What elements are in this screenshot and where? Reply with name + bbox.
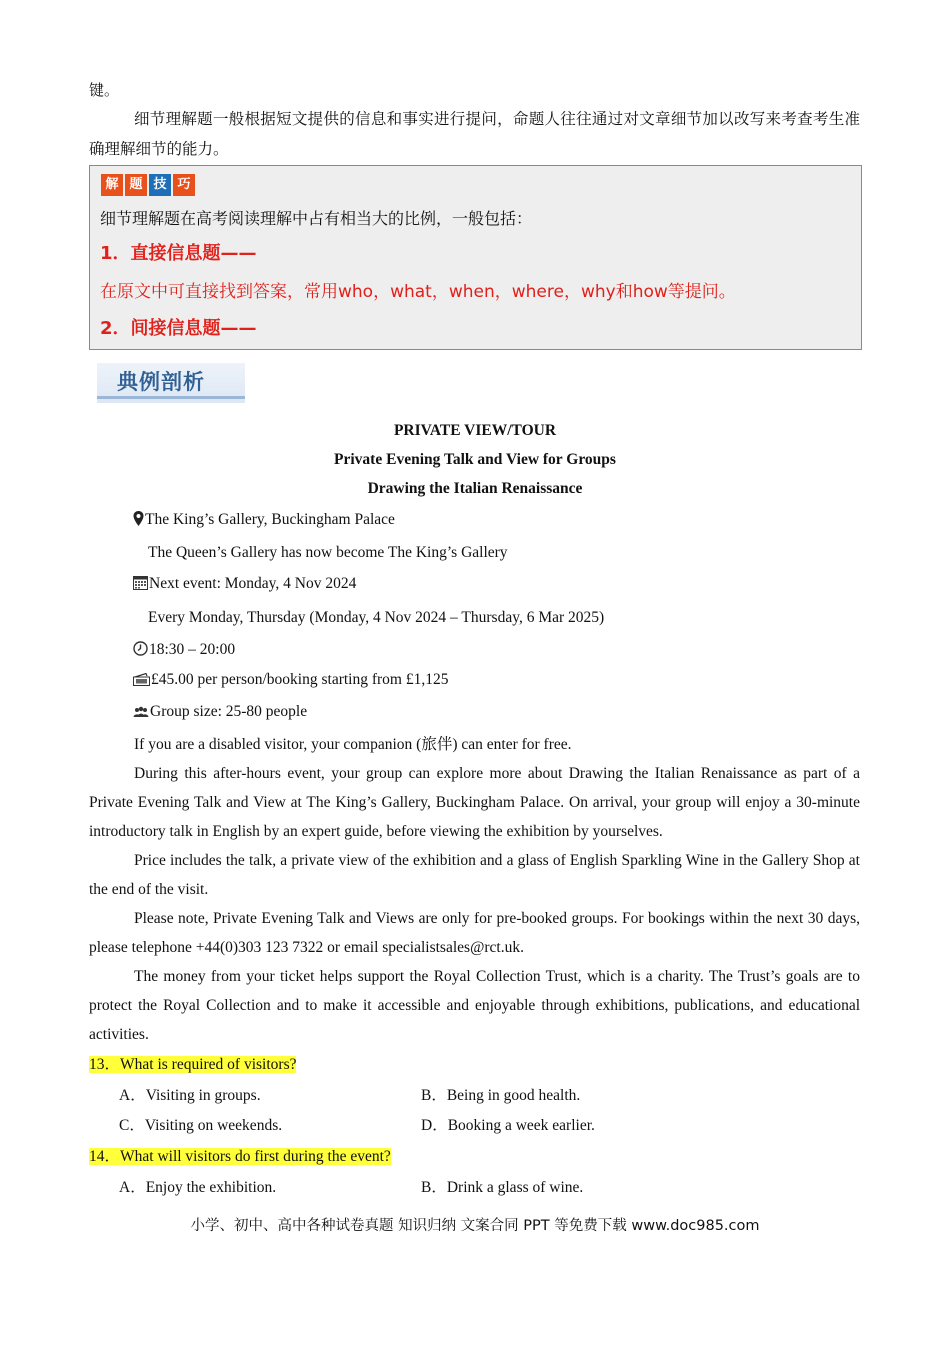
next-event-line — [133, 574, 356, 594]
page-footer: 小学、初中、高中各种试卷真题 知识归纳 文案合同 PPT 等免费下载 www.doc985.com — [190, 1218, 760, 1234]
question-13-text: 13．What is required of visitors? — [89, 1056, 297, 1073]
schedule-line: Every Monday, Thursday (Monday, 4 Nov 2024 – Thursday, 6 Mar 2025) — [148, 609, 605, 626]
tag-ti: 题 — [125, 174, 147, 196]
question-14 — [89, 1147, 391, 1167]
location-line — [133, 510, 395, 530]
tag-ji: 技 — [149, 174, 171, 196]
banner-underline — [97, 396, 245, 399]
intro-paragraph: 细节理解题一般根据短文提供的信息和事实进行提问，命题人往往通过对文章细节加以改写来考查考生准确理解细节的能力。 — [89, 110, 860, 158]
q13-option-a[interactable]: A．Visiting in groups. — [119, 1087, 261, 1104]
q13-option-b[interactable]: B．Being in good health. — [421, 1087, 581, 1104]
price-line — [133, 670, 448, 690]
q14-option-b[interactable]: B．Drink a glass of wine. — [421, 1179, 584, 1196]
article-title-3: Drawing the Italian Renaissance — [367, 480, 583, 497]
article-paragraph-1: During this after-hours event, your group can explore more about Drawing the Italian Renaissance as part of a Private Evening Talk and View at The King’s Gallery, Buckingham Palace. On arrival, your group will enjoy a 30-minute introductory talk in English by an expert guide, before viewing the exhibition by yourselves. — [89, 765, 860, 840]
section-banner-text: 典例剖析 — [117, 370, 205, 394]
q14-option-a[interactable]: A．Enjoy the exhibition. — [119, 1179, 277, 1196]
q13-option-d[interactable]: D．Booking a week earlier. — [421, 1117, 595, 1134]
article-paragraph-3: Please note, Private Evening Talk and Views are only for pre-booked groups. For bookings within the next 30 days, please telephone +44(0)303 123 7322 or email specialistsales@rct.uk. — [89, 910, 860, 956]
question-13 — [89, 1055, 296, 1075]
clock-icon — [133, 641, 148, 656]
tips-lead: 细节理解题在高考阅读理解中占有相当大的比例，一般包括： — [100, 209, 533, 228]
tips-item1-title: 1．直接信息题—— — [100, 243, 257, 264]
article-title-2: Private Evening Talk and View for Groups — [334, 451, 616, 468]
time-line — [133, 640, 235, 660]
price-text: £45.00 per person/booking starting from £1,125 — [151, 671, 449, 688]
location-note: The Queen’s Gallery has now become The King’s Gallery — [148, 544, 508, 561]
ticket-icon — [133, 673, 150, 686]
next-event-text: Next event: Monday, 4 Nov 2024 — [149, 575, 357, 592]
q13-option-c[interactable]: C．Visiting on weekends. — [119, 1117, 283, 1134]
section-banner — [97, 363, 245, 403]
disabled-note: If you are a disabled visitor, your companion (旅伴) can enter for free. — [134, 736, 572, 753]
question-14-text: 14．What will visitors do first during the event? — [89, 1148, 391, 1165]
tips-item2-title: 2．间接信息题—— — [100, 318, 257, 339]
people-icon — [133, 706, 149, 718]
calendar-icon — [133, 576, 148, 590]
group-size-text: Group size: 25-80 people — [150, 703, 308, 720]
map-pin-icon — [133, 511, 144, 526]
tips-item1-body: 在原文中可直接找到答案，常用who，what，when，where，why和how等提问。 — [100, 282, 736, 302]
location-text: The King’s Gallery, Buckingham Palace — [145, 511, 395, 528]
article-paragraph-4: The money from your ticket helps support the Royal Collection Trust, which is a charity. The Trust’s goals are to protect the Royal Collection and to make it accessible and enjoyable through exhibitions, publications, and educational activities. — [89, 968, 860, 1043]
intro-continuation: 键。 — [89, 81, 120, 99]
group-size-line — [133, 702, 307, 722]
time-text: 18:30 – 20:00 — [149, 641, 236, 658]
article-paragraph-2: Price includes the talk, a private view of the exhibition and a glass of English Sparkling Wine in the Gallery Shop at the end of the visit. — [89, 852, 860, 898]
tag-jie: 解 — [101, 174, 123, 196]
article-title-1: PRIVATE VIEW/TOUR — [393, 422, 557, 439]
tag-qiao: 巧 — [173, 174, 195, 196]
tips-box — [89, 165, 862, 350]
